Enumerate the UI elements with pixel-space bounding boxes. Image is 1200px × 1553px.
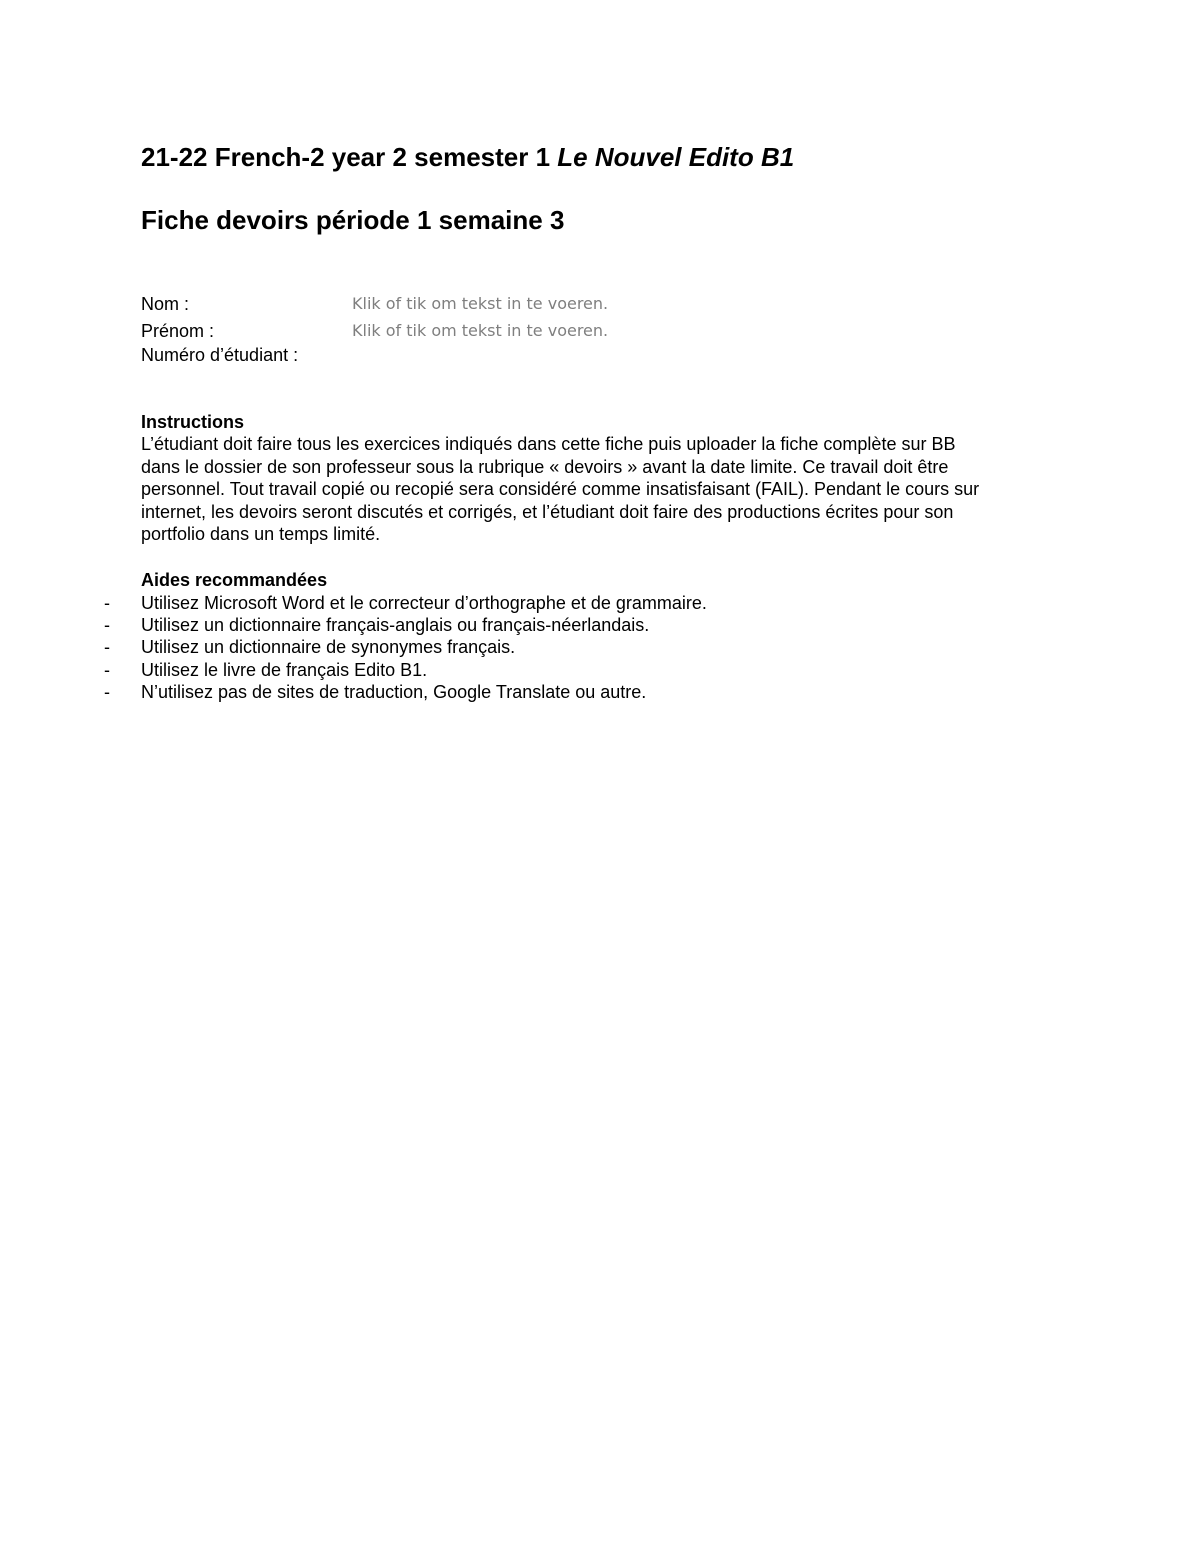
list-bullet: - [104, 615, 110, 636]
list-item [104, 636, 707, 658]
document-title [141, 141, 794, 173]
list-item-text: Utilisez le livre de français Edito B1. [141, 659, 428, 680]
instructions-paragraph [141, 433, 1071, 546]
instructions-line: portfolio dans un temps limité. [141, 524, 381, 545]
list-bullet: - [104, 637, 110, 658]
instructions-line: internet, les devoirs seront discutés et corrigés, et l’étudiant doit faire des productions écrites pour son [141, 501, 954, 522]
list-bullet: - [104, 681, 110, 702]
aides-list [104, 592, 707, 703]
numero-etudiant-label: Numéro d’étudiant : [141, 345, 299, 365]
instructions-line: dans le dossier de son professeur sous la rubrique « devoirs » avant la date limite. Ce travail doit être [141, 456, 949, 477]
list-bullet: - [104, 659, 110, 680]
title-main-text: 21-22 French-2 year 2 semester 1 [141, 142, 558, 172]
list-item [104, 614, 707, 636]
document-subtitle: Fiche devoirs période 1 semaine 3 [141, 205, 565, 235]
list-item-text: N’utilisez pas de sites de traduction, Google Translate ou autre. [141, 681, 647, 702]
title-book-name: Le Nouvel Edito B1 [557, 142, 795, 172]
aides-heading: Aides recommandées [141, 570, 328, 590]
nom-label: Nom : [141, 294, 190, 314]
prenom-label: Prénom : [141, 321, 215, 341]
list-item-text: Utilisez Microsoft Word et le correcteur d’orthographe et de grammaire. [141, 593, 707, 613]
instructions-line: L’étudiant doit faire tous les exercices indiqués dans cette fiche puis uploader la fiche complète sur BB [141, 434, 956, 454]
instructions-line: personnel. Tout travail copié ou recopié sera considéré comme insatisfaisant (FAIL). Pendant le cours sur [141, 479, 980, 500]
list-item [104, 659, 707, 681]
list-item [104, 592, 707, 614]
list-bullet: - [104, 593, 110, 613]
instructions-heading: Instructions [141, 412, 245, 432]
prenom-input[interactable]: Klik of tik om tekst in te voeren. [352, 321, 609, 340]
nom-input[interactable]: Klik of tik om tekst in te voeren. [352, 294, 609, 313]
list-item-text: Utilisez un dictionnaire français-anglais ou français-néerlandais. [141, 615, 650, 636]
list-item [104, 681, 707, 703]
list-item-text: Utilisez un dictionnaire de synonymes français. [141, 637, 516, 658]
